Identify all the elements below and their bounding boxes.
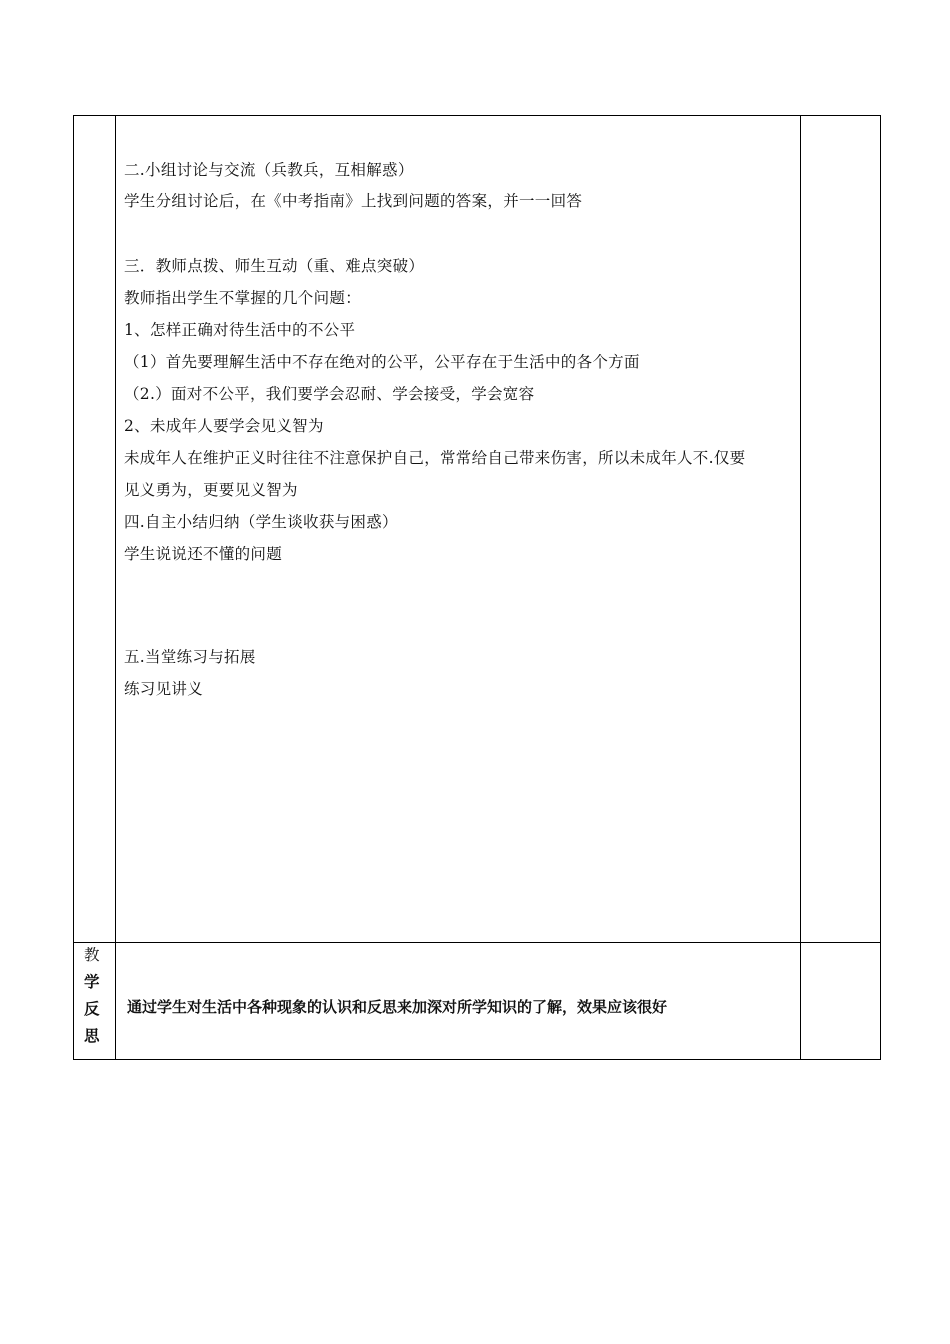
reflection-label-char: 思 — [84, 1026, 100, 1045]
table-top-border — [73, 115, 881, 116]
section-heading-2: 二.小组讨论与交流（兵教兵，互相解惑） — [124, 161, 414, 179]
list-item: 2、未成年人要学会见义智为 — [124, 417, 324, 435]
text-line: 见义勇为，更要见义智为 — [124, 481, 298, 499]
text-line: 未成年人在维护正义时往往不注意保护自己，常常给自己带来伤害，所以未成年人不.仅要 — [124, 449, 746, 467]
list-item: （1）首先要理解生活中不存在绝对的公平，公平存在于生活中的各个方面 — [124, 353, 640, 371]
section-heading-5: 五.当堂练习与拓展 — [124, 648, 256, 666]
reflection-text: 通过学生对生活中各种现象的认识和反思来加深对所学知识的了解，效果应该很好 — [127, 998, 668, 1016]
text-line: 学生说说还不懂的问题 — [124, 545, 283, 563]
list-item: 1、怎样正确对待生活中的不公平 — [124, 321, 356, 339]
column-divider-1 — [115, 115, 116, 1060]
text-line: 教师指出学生不掌握的几个问题： — [124, 289, 362, 307]
reflection-label-char: 学 — [84, 972, 100, 991]
section-heading-4: 四.自主小结归纳（学生谈收获与困惑） — [124, 513, 398, 531]
section-heading-3: 三．教师点拨、师生互动（重、难点突破） — [124, 257, 425, 275]
reflection-label-char: 反 — [84, 999, 100, 1018]
text-line: 学生分组讨论后，在《中考指南》上找到问题的答案，并一一回答 — [124, 192, 583, 210]
table-left-border — [73, 115, 74, 1060]
reflection-label-char: 教 — [84, 946, 100, 964]
text-line: 练习见讲义 — [124, 680, 204, 698]
list-item: （2.）面对不公平，我们要学会忍耐、学会接受，学会宽容 — [124, 385, 535, 403]
row-divider — [73, 942, 881, 943]
table-right-border — [880, 115, 881, 1060]
table-bottom-border — [73, 1059, 881, 1060]
column-divider-2 — [800, 115, 801, 1060]
